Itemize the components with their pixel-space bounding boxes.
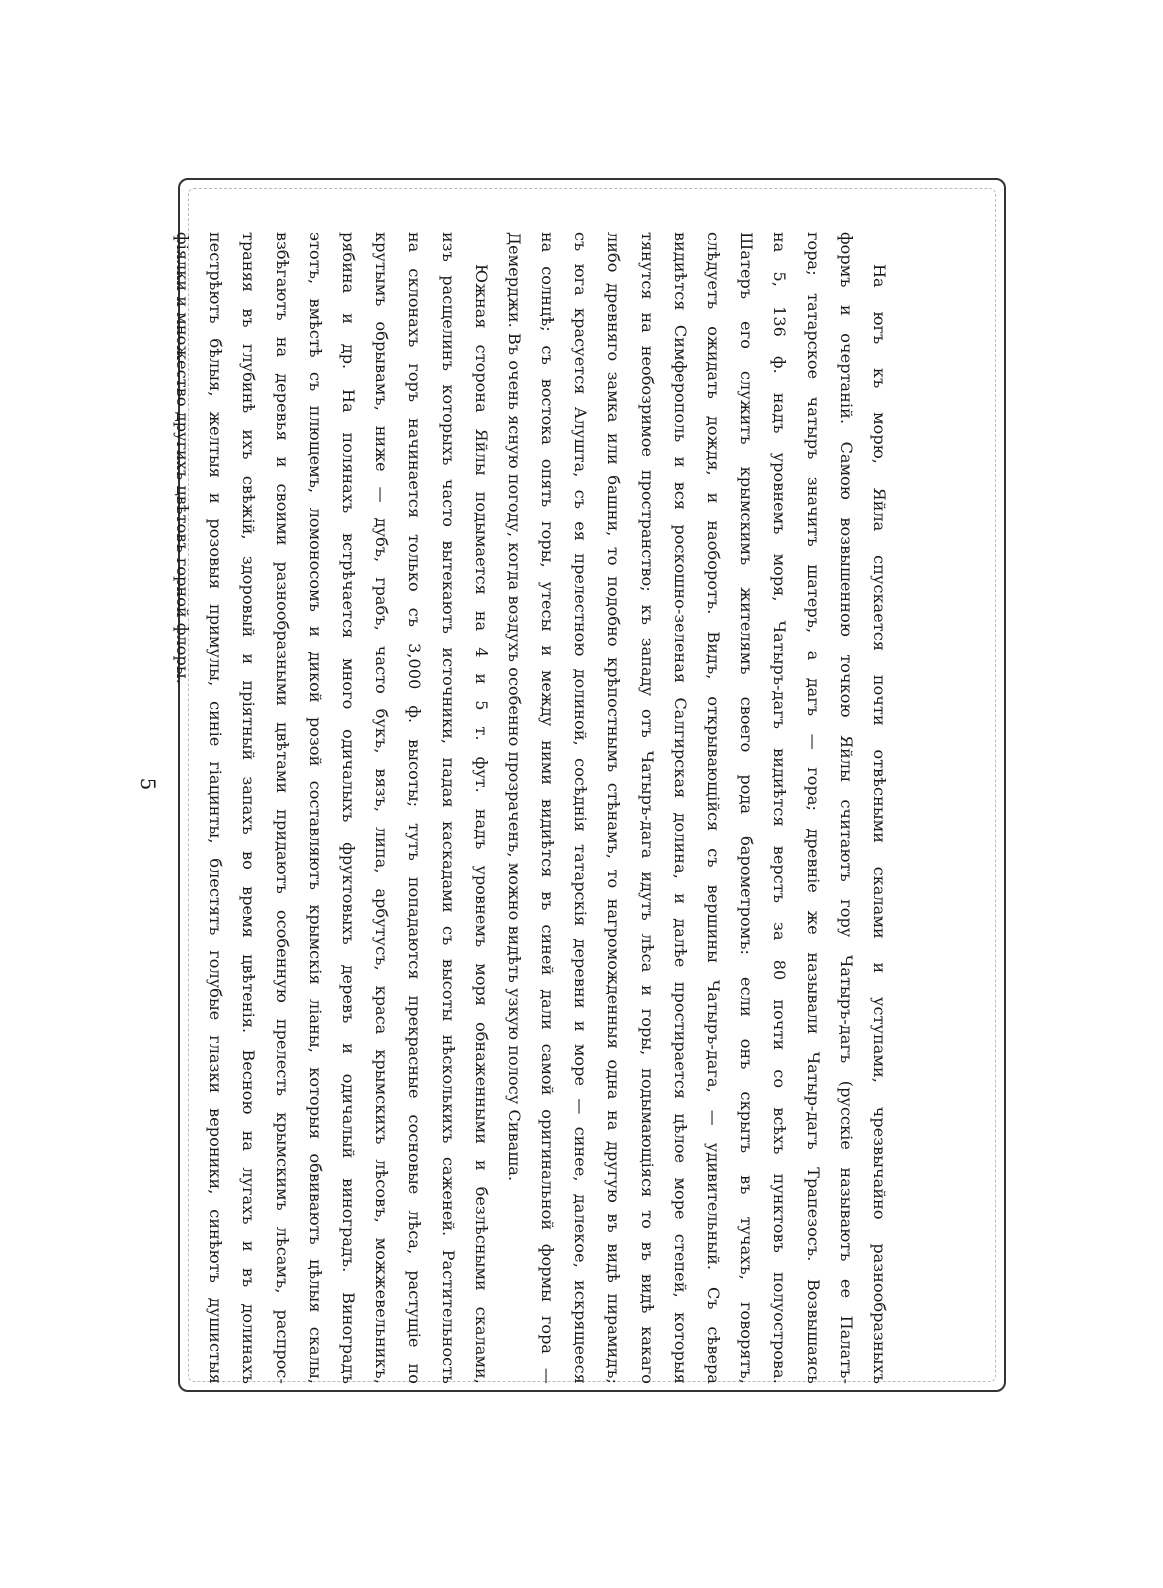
text-line: гора; татарское чатыръ значитъ шатеръ, а дагъ — гора; древніе же называли Чатыр-дагъ Трапезосъ. Возвышаясь	[803, 232, 823, 1384]
text-block	[173, 232, 896, 1384]
text-line: Демерджи. Въ очень ясную погоду, когда воздухъ особенно прозраченъ, можно видѣть узкую полосу Сиваша.	[504, 232, 524, 1182]
text-line: взбѣгаютъ на деревья и своими разнообразными цвѣтами придаютъ особенную прелесть крымскимъ лѣсамъ, распрос-	[272, 232, 292, 1384]
text-line: либо древняго замка или башни, то подобно крѣпостнымъ стѣнамъ, то нагроможденныя одна на другую въ видѣ пирамидъ;	[604, 232, 624, 1384]
text-line: пестрѣютъ бѣлыя, желтыя и розовыя примулы, синіе гіацинты, блестятъ голубые глазки вероники, синѣютъ душистыя	[206, 232, 226, 1384]
text-line: фіялки и множество другихъ цвѣтовъ горной флоры.	[173, 232, 193, 684]
text-line: этотъ, вмѣстѣ съ плющемъ, ломоносомъ и дикой розой составляютъ крымскія ліаны, которыя обвиваютъ цѣлыя скалы,	[305, 232, 325, 1384]
text-line: траняя въ глубинѣ ихъ свѣжій, здоровый и пріятный запахъ во время цвѣтенія. Весною на лугахъ и въ долинахъ	[239, 232, 259, 1384]
paragraph-1	[498, 232, 896, 1384]
text-line: Южная сторона Яйлы подымается на 4 и 5 т. фут. надъ уровнемъ моря обнаженными и безлѣсными скалами,	[471, 264, 491, 1384]
text-line: слѣдуетъ ожидать дождя, и наоборотъ. Видъ, открывающійся съ вершины Чатыръ-дага, — удивительный. Съ сѣвера	[704, 232, 724, 1384]
paragraph-2	[166, 232, 498, 1384]
text-line: на солнцѣ; съ востока опять горы, утесы и между ними видиѣтся въ синей дали самой оригинальной формы гора —	[538, 232, 558, 1384]
text-line: крутымъ обрывамъ, ниже — дубъ, грабъ, часто букъ, вязъ, липа, арбутусъ, краса крымскихъ лѣсовъ, можжевельникъ,	[372, 232, 392, 1384]
text-line: изъ расщелинъ которыхъ часто вытекаютъ источники, падая каскадами съ высоты нѣсколькихъ саженей. Растительность	[438, 232, 458, 1384]
text-line: Шатеръ его служитъ крымскимъ жителямъ своего рода барометромъ: если онъ скрытъ въ тучахъ, говорятъ,	[737, 232, 757, 1384]
text-line: На югъ къ морю, Яйла спускается почти отвѣсными скалами и уступами, чрезвычайно разнообразныхъ	[870, 264, 889, 1384]
text-line: формъ и очертаній. Самою возвышенною точкою Яйлы считаютъ гору Чатыръ-дагъ (русскіе называютъ ее Палатъ-	[836, 232, 856, 1384]
text-line: на 5, 136 ф. надъ уровнемъ моря, Чатыръ-дагъ видиѣтся верстъ за 80 почти со всѣхъ пунктовъ полуострова.	[770, 232, 790, 1384]
text-line: рябина и др. На полянахъ встрѣчается много одичалыхъ фруктовыхъ деревъ и одичалый виноградъ. Виноградъ	[339, 232, 358, 1384]
text-line: видиѣтся Симферополь и вся роскошно-зеленая Салгирская долина, и далѣе простирается цѣлое море степей, которыя	[670, 232, 690, 1384]
text-line: съ юга красуется Алушта, съ ея прелестною долиной, сосѣднія татарскія деревни и море — синее, далекое, искрящееся	[571, 232, 591, 1384]
text-line: тянутся на необозримое пространство; къ западу отъ Чатыръ-дага идутъ лѣса и горы, подымающіяся то въ видѣ какаго	[637, 232, 657, 1384]
page-number: 5	[136, 777, 160, 791]
text-line: на склонахъ горъ начинается только съ 3,000 ф. высоты; тутъ попадаются прекрасные сосновые лѣса, растущіе по	[405, 232, 425, 1384]
